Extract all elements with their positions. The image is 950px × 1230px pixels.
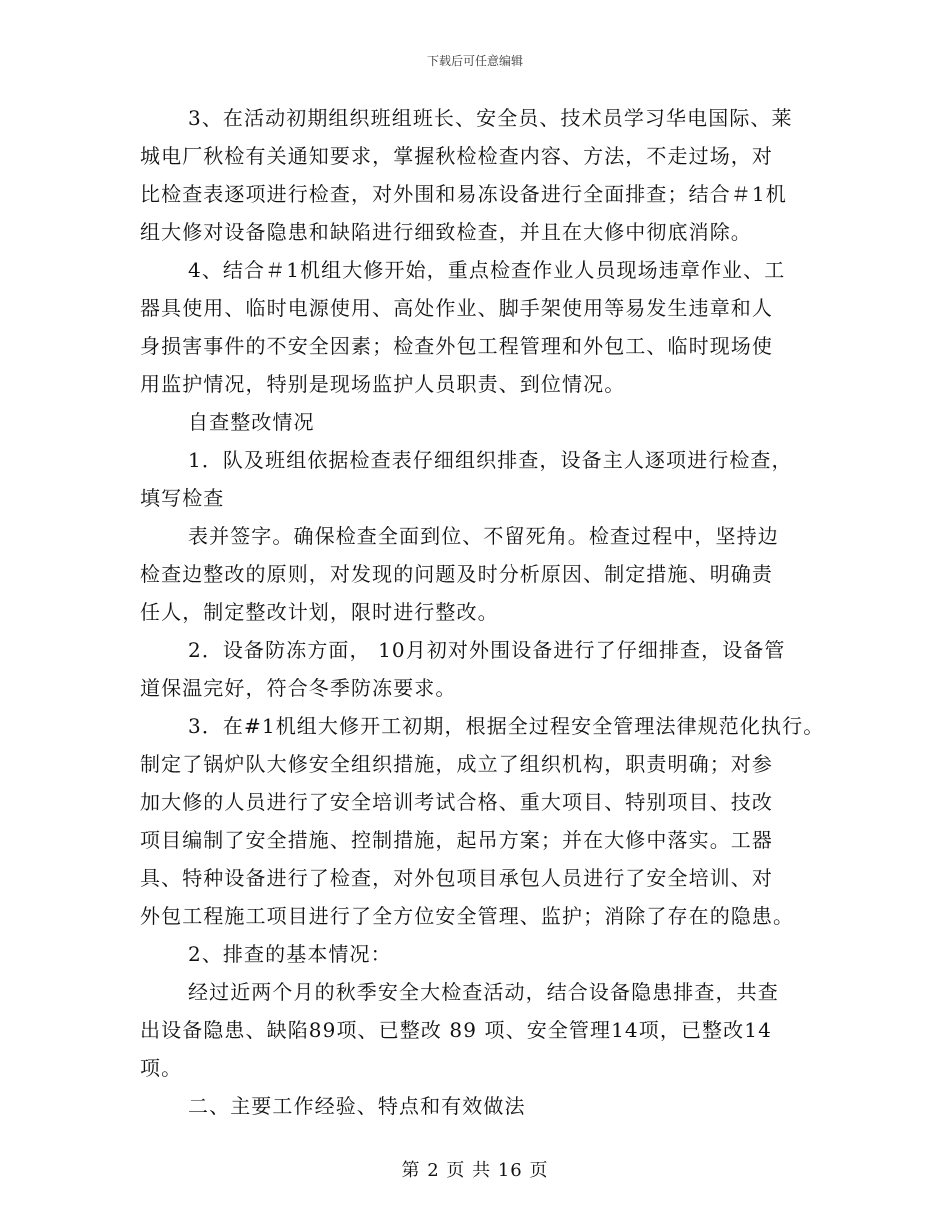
section-heading: 2、排查的基本情况： <box>188 942 392 966</box>
paragraph-line: 项。 <box>140 1056 183 1080</box>
section-heading: 自查整改情况 <box>188 410 315 434</box>
paragraph-line: 用监护情况，特别是现场监护人员职责、到位情况。 <box>140 372 626 396</box>
section-heading: 二、主要工作经验、特点和有效做法 <box>188 1094 526 1118</box>
paragraph-line: 组大修对设备隐患和缺陷进行细致检查，并且在大修中彻底消除。 <box>140 220 752 244</box>
paragraph-line: 经过近两个月的秋季安全大检查活动，结合设备隐患排查，共查 <box>188 980 779 1004</box>
paragraph-line: 比检查表逐项进行检查，对外围和易冻设备进行全面排查；结合＃1机 <box>140 182 787 206</box>
page-number-footer: 第 2 页 共 16 页 <box>401 1160 549 1181</box>
paragraph-line: 制定了锅炉队大修安全组织措施，成立了组织机构，职责明确；对参 <box>140 752 773 776</box>
paragraph-line: 具、特种设备进行了检查，对外包项目承包人员进行了安全培训、对 <box>140 866 773 890</box>
paragraph-line: 3．在#1机组大修开工初期，根据全过程安全管理法律规范化执行。 <box>188 714 825 738</box>
document-body <box>140 108 840 1134</box>
paragraph-line: 表并签字。确保检查全面到位、不留死角。检查过程中，坚持边 <box>188 524 779 548</box>
paragraph-line: 3、在活动初期组织班组班长、安全员、技术员学习华电国际、莱 <box>188 106 793 130</box>
paragraph-line: 出设备隐患、缺陷89项、已整改 89 项、安全管理14项，已整改14 <box>140 1018 772 1042</box>
paragraph-line: 检查边整改的原则，对发现的问题及时分析原因、制定措施、明确责 <box>140 562 773 586</box>
page-header: 下载后可任意编辑 <box>426 54 523 68</box>
paragraph-line: 4、结合＃1机组大修开始，重点检查作业人员现场违章作业、工 <box>188 258 786 282</box>
paragraph-line: 任人，制定整改计划，限时进行整改。 <box>140 600 499 624</box>
paragraph-line: 项目编制了安全措施、控制措施，起吊方案；并在大修中落实。工器 <box>140 828 773 852</box>
paragraph-line: 身损害事件的不安全因素；检查外包工程管理和外包工、临时现场使 <box>140 334 773 358</box>
paragraph-line: 1．队及班组依据检查表仔细组织排查，设备主人逐项进行检查， <box>188 448 793 472</box>
paragraph-line: 填写检查 <box>140 486 225 510</box>
paragraph-line: 2．设备防冻方面， 10月初对外围设备进行了仔细排查，设备管 <box>188 638 786 662</box>
paragraph-line: 外包工程施工项目进行了全方位安全管理、监护；消除了存在的隐患。 <box>140 904 795 928</box>
paragraph-line: 道保温完好，符合冬季防冻要求。 <box>140 676 457 700</box>
paragraph-line: 器具使用、临时电源使用、高处作业、脚手架使用等易发生违章和人 <box>140 296 773 320</box>
paragraph-line: 城电厂秋检有关通知要求，掌握秋检检查内容、方法，不走过场，对 <box>140 144 773 168</box>
paragraph-line: 加大修的人员进行了安全培训考试合格、重大项目、特别项目、技改 <box>140 790 773 814</box>
